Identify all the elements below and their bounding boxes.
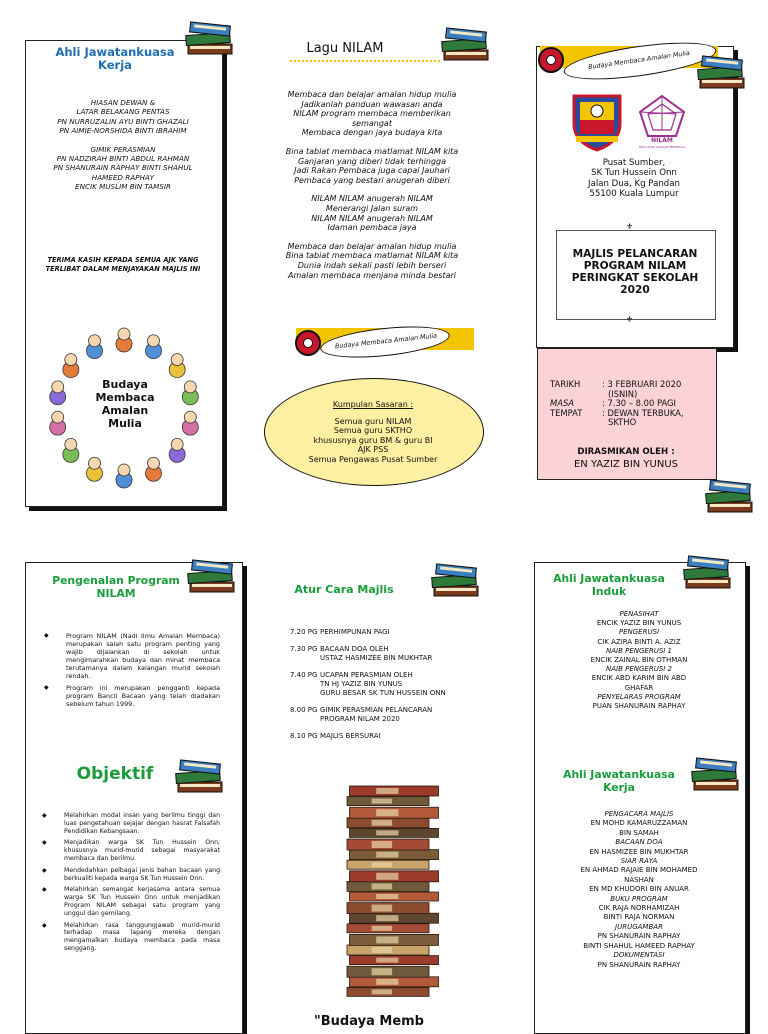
event-details: TARIKH : 3 FEBRUARI 2020 (ISNIN) MASA : 7.30 – 8.00 PAGI TEMPAT : DEWAN TERBUKA, SKTHO <box>550 379 684 428</box>
objective-bullets <box>38 812 220 957</box>
books-icon <box>704 476 756 516</box>
banner-text: Budaya Membaca Amalan Mulia <box>334 331 438 351</box>
target-list: Kumpulan Sasaran : Semua guru NILAM Semua guru SKTHO khususnya guru BM & guru BI AJK PSS Semua Pengawas Pusat Sumber <box>308 400 438 464</box>
books-icon <box>430 560 482 600</box>
book-label <box>376 809 398 816</box>
schedule-row: 7.30 PG BACAAN DOA OLEH USTAZ HASMIZEE BIN MUKHTAR <box>290 645 433 662</box>
target-icon <box>538 47 564 73</box>
cover-banner-text: Budaya Membaca Amalan Mulia <box>587 48 691 72</box>
objective-item: ◆ Menjadikan warga SK Tun Hussein Onn, khususnya murid-murid sebagai masyarakat membaca dan berilmu. <box>38 839 220 862</box>
lagu-title-dots <box>290 60 440 62</box>
role-heading: BACAAN DOA <box>615 838 663 847</box>
target-icon <box>295 330 321 356</box>
ornament-bottom: ⚜ <box>626 315 634 324</box>
lagu-title: Lagu NILAM <box>306 41 384 56</box>
book-label <box>376 873 398 880</box>
book-label <box>372 820 393 826</box>
books-icon <box>696 52 748 92</box>
role-heading: PENGERUSI <box>618 628 660 637</box>
book-label <box>372 947 393 953</box>
book-label <box>372 799 393 804</box>
books-icon <box>184 18 236 58</box>
book-label <box>372 841 393 848</box>
member-name: ENCIK ZAINAL BIN OTHMAN <box>590 656 688 665</box>
child-head <box>184 381 196 393</box>
member-name: EN MD KHUDORI BIN ANUAR <box>589 885 689 894</box>
book-label <box>372 883 393 889</box>
child-head <box>148 335 160 347</box>
member-name: NASHAN <box>624 875 654 884</box>
objective-item: ◆ Mendedahkan pelbagai jenis bahan bacaan yang berkualiti kepada warga SK Tun Hussein Onn. <box>38 867 220 883</box>
book-label <box>372 968 393 975</box>
child-head <box>52 411 64 423</box>
role-heading: PENASIHAT <box>619 610 659 618</box>
child-head <box>65 438 77 450</box>
ajk-kerja-title: Ahli Jawatankuasa Kerja <box>55 45 175 72</box>
role-heading: SIAR RAYA <box>620 857 658 866</box>
officiated-name: EN YAZIZ BIN YUNUS <box>573 459 679 470</box>
child-head <box>88 457 100 469</box>
books-icon <box>440 24 492 64</box>
book-label <box>376 894 398 899</box>
member-name: CIK AZIRA BINTI A. AZIZ <box>597 637 681 646</box>
intro-bullets <box>40 632 220 712</box>
book-label <box>376 852 398 858</box>
member-name: EN HASMIZEE BIN MUKHTAR <box>589 847 689 856</box>
reading-circle-caption: Budaya Membaca Amalan Mulia <box>95 378 155 430</box>
induk-title: Ahli Jawatankuasa Induk <box>553 572 665 598</box>
intro-bullet: ◆ Program ini merupakan pengganti kepada program Bancii Bacaan yang telah diadakan sebelum tahun 1999. <box>40 684 220 708</box>
role-heading: BUKU PROGRAM <box>610 894 668 903</box>
objective-item: ◆ Melahirkan rasa tanggungjawab murid-murid terhadap masa lapang mereka dengan mengamalkan budaya membaca pada masa senggang. <box>38 922 220 953</box>
books-icon <box>186 556 238 596</box>
role-heading: NAIB PENGERUSI 2 <box>605 665 673 674</box>
books-icon <box>690 754 742 794</box>
child-head <box>171 354 183 366</box>
objective-item: ◆ Melahirkan semangat kerjasama antara semua warga SK Tun Hussein Onn untuk menjadikan Program NILAM sebagai satu program yang unggul dan gemilang. <box>38 886 220 917</box>
book-label <box>372 905 393 912</box>
book-label <box>372 926 393 931</box>
member-name: PN SHANURAIN RAPHAY <box>597 932 681 941</box>
member-name: ENCIK YAZIZ BIN YUNUS <box>596 619 682 628</box>
member-name: PN SHANURAIN RAPHAY <box>597 960 681 969</box>
schedule-row: 8.10 PG MAJLIS BERSURAI <box>290 732 381 740</box>
member-name: GHAFAR <box>624 683 654 692</box>
member-name: ENCIK ABD KARIM BIN ABD <box>591 674 687 683</box>
intro-bullet: ◆ Program NILAM (Nadi Ilmu Amalan Membaca) merupakan salah satu program penting yang wajib dijalankan di sekolah untuk mengimarahkan budaya dan minat membaca terutamanya dalam kalangan murid sekolah rendah. <box>40 632 220 680</box>
book-stack-illustration <box>336 780 446 1010</box>
induk-list <box>538 610 740 711</box>
role-heading: DOKUMENTASI <box>613 951 665 960</box>
atur-cara-title: Atur Cara Majlis <box>294 583 394 596</box>
objective-item: ◆ Melahirkan modal insan yang berilmu tinggi dan luas pengetahuan sejajar dengan hasrat Falsafah Pendidikan Kebangsaan. <box>38 812 220 835</box>
child-head <box>118 464 130 476</box>
schedule-row: 7.40 PG UCAPAN PERASMIAN OLEH TN HJ YAZIZ BIN YUNUS GURU BESAR SK TUN HUSSEIN ONN <box>290 671 446 697</box>
induk-kerja-list <box>538 810 740 970</box>
objective-title: Objektif <box>76 764 154 784</box>
member-name: EN MOHD KAMARUZZAMAN <box>590 819 688 828</box>
book-label <box>376 958 398 963</box>
member-name: CIK RAJA NORHAMIZAH <box>598 904 680 913</box>
child-head <box>118 328 130 340</box>
book-label <box>376 830 398 835</box>
induk-kerja-title: Ahli Jawatankuasa Kerja <box>563 768 675 794</box>
nilam-logo-sub: NADI ILMU AMALAN MEMBACA <box>639 145 685 149</box>
event-title: MAJLIS PELANCARAN PROGRAM NILAM PERINGKAT SEKOLAH 2020 <box>571 248 699 296</box>
schedule-row: 7.20 PG PERHIMPUNAN PAGI <box>290 628 390 636</box>
book-label <box>372 862 393 867</box>
nilam-logo <box>636 94 688 138</box>
member-name: BIN SAMAH <box>619 828 659 837</box>
ornament-top: ⚜ <box>626 222 634 231</box>
schedule <box>290 628 490 749</box>
school-crest-logo <box>570 92 624 152</box>
child-head <box>65 354 77 366</box>
child-head <box>184 411 196 423</box>
child-head <box>148 457 160 469</box>
child-head <box>52 381 64 393</box>
role-heading: JURUGAMBAR <box>615 922 663 931</box>
child-head <box>171 438 183 450</box>
footer-quote: "Budaya Memb <box>314 1014 424 1029</box>
book-label <box>376 979 398 985</box>
schedule-row: 8.00 PG GIMIK PERASMIAN PELANCARAN PROGRAM NILAM 2020 <box>290 706 433 723</box>
nilam-logo-label: NILAM <box>651 137 673 144</box>
book-label <box>376 915 398 921</box>
book-label <box>376 788 398 794</box>
lagu-lyrics: Membaca dan belajar amalan hidup mulia Jadikanlah panduan wawasan anda NILAM program membaca memberikan semangat Membaca dengan jaya budaya kita Bina tabiat membaca matlamat NILAM kita Ganjaran yang diberi tidak terhingga Jadi Rakan Pembaca juga capai Jauhari Pembaca yang bestari anugerah diberi NILAM NILAM anugerah NILAM Menerangi Jalan suram NILAM NILAM anugerah NILAM Idaman pembaca jaya Membaca dan belajar amalan hidup mulia Bina tabiat membaca matlamat NILAM kita Dunia indah sekali pasti lebih berseri Amalan membaca menjana minda bestari <box>285 90 459 280</box>
member-name: BINTI RAJA NORMAN <box>603 913 675 922</box>
member-name: BINTI SHAHUL HAMEED RAPHAY <box>583 941 695 950</box>
officiated-label: DIRASMIKAN OLEH : <box>577 447 675 457</box>
role-heading: PENGACARA MAJLIS <box>604 810 674 818</box>
role-heading: NAIB PENGERUSI 1 <box>605 646 673 655</box>
child-head <box>88 335 100 347</box>
books-icon <box>174 756 226 796</box>
intro-title: Pengenalan Program NILAM <box>52 574 180 600</box>
ajk-kerja-list: HIASAN DEWAN & LATAR BELAKANG PENTAS PN NURRUZALIN AYU BINTI GHAZALI PN AIMIE-NORSHIDA BINTI IBRAHIM GIMIK PERASMIAN PN NADZIRAH BINTI ABDUL RAHMAN PN SHANURAIN RAPHAY BINTI SHAHUL HAMEED RAPHAY ENCIK MUSLIM BIN TAMSIR <box>53 98 193 192</box>
thanks-note: TERIMA KASIH KEPADA SEMUA AJK YANG TERLIBAT DALAM MENJAYAKAN MAJLIS INI <box>45 256 201 274</box>
role-heading: PENYELARAS PROGRAM <box>597 692 681 701</box>
member-name: EN AHMAD RAJAIE BIN MOHAMED <box>580 866 698 875</box>
address: Pusat Sumber, SK Tun Hussein Onn Jalan Dua, Kg Pandan 55100 Kuala Lumpur <box>588 158 680 200</box>
book-label <box>372 989 393 994</box>
books-icon <box>682 552 734 592</box>
book-label <box>376 936 398 943</box>
member-name: PUAN SHANURAIN RAPHAY <box>592 702 686 711</box>
